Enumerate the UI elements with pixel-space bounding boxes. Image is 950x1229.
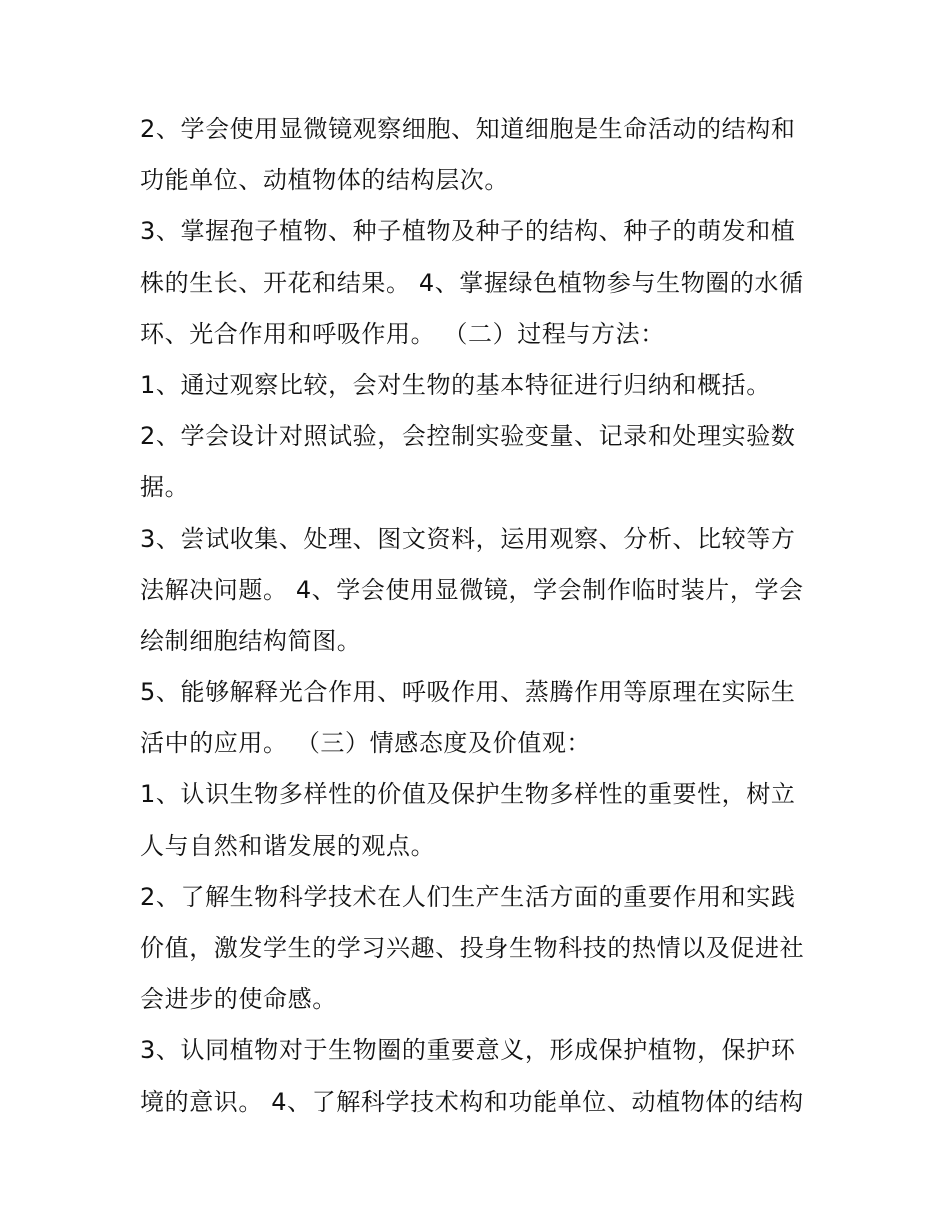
- text-line: 2、了解生物科学技术在人们生产生活方面的重要作用和实践: [140, 882, 796, 911]
- text-line: 1、通过观察比较，会对生物的基本特征进行归纳和概括。: [140, 370, 771, 399]
- text-line: 价值，激发学生的学习兴趣、投身生物科技的热情以及促进社: [140, 934, 805, 962]
- text-line: 2、学会设计对照试验，会控制实验变量、记录和处理实验数: [140, 422, 796, 451]
- text-line: 3、认同植物对于生物圈的重要意义，形成保护植物，保护环: [140, 1036, 796, 1065]
- text-line: 绘制细胞结构简图。: [140, 626, 362, 655]
- text-line: 活中的应用。 （三）情感态度及价值观：: [140, 729, 592, 758]
- text-line: 1、认识生物多样性的价值及保护生物多样性的重要性，树立: [140, 780, 796, 809]
- text-line: 法解决问题。 4、学会使用显微镜，学会制作临时装片，学会: [140, 575, 804, 604]
- text-line: 功能单位、动植物体的结构层次。: [140, 166, 509, 195]
- text-line: 2、学会使用显微镜观察细胞、知道细胞是生命活动的结构和: [140, 115, 796, 143]
- text-line: 5、能够解释光合作用、呼吸作用、蒸腾作用等原理在实际生: [140, 678, 796, 707]
- document-body: [140, 104, 820, 1128]
- text-line: 会进步的使命感。: [140, 985, 337, 1014]
- text-line: 3、掌握孢子植物、种子植物及种子的结构、种子的萌发和植: [140, 217, 796, 246]
- text-line: 境的意识。 4、了解科学技术构和功能单位、动植物体的结构: [140, 1087, 804, 1116]
- text-line: 据。: [140, 473, 190, 502]
- text-line: 3、尝试收集、处理、图文资料，运用观察、分析、比较等方: [140, 524, 796, 553]
- text-line: 人与自然和谐发展的观点。: [140, 831, 436, 860]
- text-line: 环、光合作用和呼吸作用。 （二）过程与方法：: [140, 319, 665, 348]
- text-line: 株的生长、开花和结果。 4、掌握绿色植物参与生物圈的水循: [140, 268, 804, 297]
